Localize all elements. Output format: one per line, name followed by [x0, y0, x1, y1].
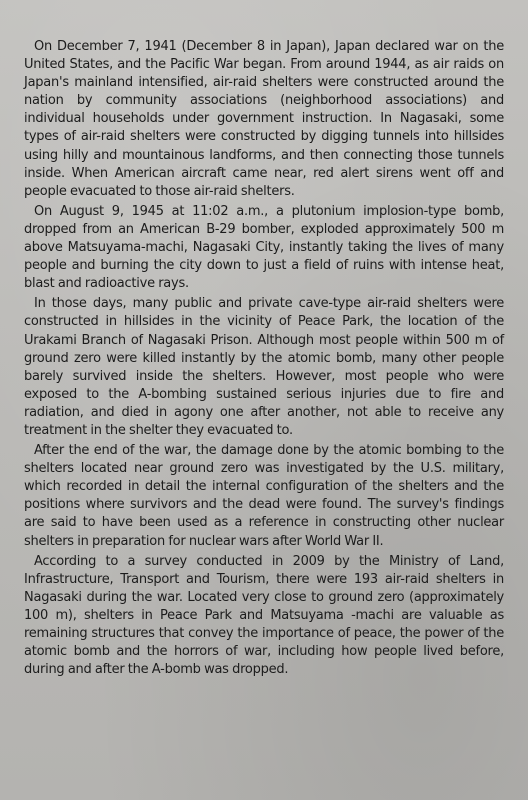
paragraph-atomic-bombing: On August 9, 1945 at 11:02 a.m., a plutonium implosion-type bomb, dropped from an American B-29 bomber, exploded approximately 500 m above Matsuyama-machi, Nagasaki City, instantly taking the lives of many people and burning the city down to just a field of ruins with intense heat, blast and radioactive rays.: [24, 203, 504, 292]
paragraph-pacific-war: On December 7, 1941 (December 8 in Japan), Japan declared war on the United States, and the Pacific War began. From around 1944, as air raids on Japan's mainland intensified, air-raid shelters were constructed around the nation by community associations (neighborhood associations) and individual households under government instruction. In Nagasaki, some types of air-raid shelters were constructed by digging tunnels into hillsides using hilly and mountainous landforms, and then connecting those tunnels inside. When American aircraft came near, red alert sirens went off and people evacuated to those air-raid shelters.: [24, 39, 504, 199]
paragraph-survey-2009: According to a survey conducted in 2009 by the Ministry of Land, Infrastructure, Transport and Tourism, there were 193 air-raid shelters in Nagasaki during the war. Located very close to ground zero (approximately 100 m), shelters in Peace Park and Matsuyama -machi are valuable as remaining structures that convey the importance of peace, the power of the atomic bomb and the horrors of war, including how people lived before, during and after the A-bomb was dropped.: [24, 553, 504, 678]
paragraph-shelters-peace-park: In those days, many public and private cave-type air-raid shelters were constructed in hillsides in the vicinity of Peace Park, the location of the Urakami Branch of Nagasaki Prison. Although most people within 500 m of ground zero were killed instantly by the atomic bomb, many other people barely survived inside the shelters. However, most people who were exposed to the A-bombing sustained serious injuries due to fire and radiation, and died in agony one after another, not able to receive any treatment in the shelter they evacuated to.: [24, 296, 504, 438]
sign-text-block: [24, 38, 504, 679]
paragraph-us-investigation: After the end of the war, the damage done by the atomic bombing to the shelters located near ground zero was investigated by the U.S. military, which recorded in detail the internal configuration of the shelters and the positions where survivors and the dead were found. The survey's findings are said to have been used as a reference in constructing other nuclear shelters in preparation for nuclear wars after World War II.: [24, 443, 504, 549]
